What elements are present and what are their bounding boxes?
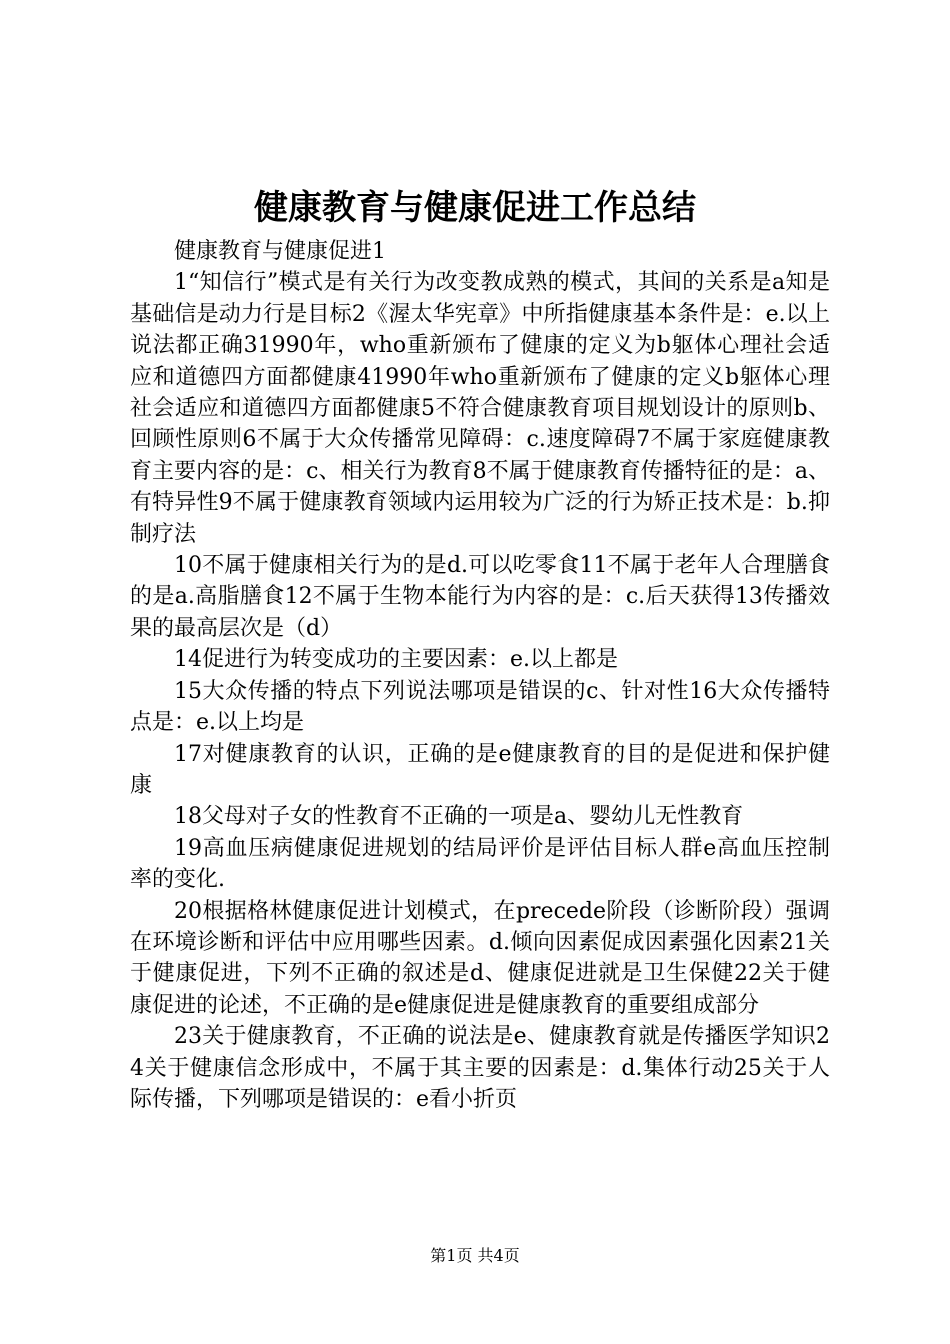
document-title: 健康教育与健康促进工作总结 bbox=[254, 188, 696, 228]
document-body bbox=[130, 236, 830, 1115]
paragraph-1: 健康教育与健康促进1 bbox=[174, 239, 386, 264]
paragraph-3: 10不属于健康相关行为的是d.可以吃零食11不属于老年人合理膳食的是a.高脂膳食12不属于生物本能行为内容的是：c.后天获得13传播效果的最高层次是（d） bbox=[130, 553, 830, 641]
paragraph-9: 20根据格林健康促进计划模式，在precede阶段（诊断阶段）强调在环境诊断和评估中应用哪些因素。d.倾向因素促成因素强化因素21关于健康促进，下列不正确的叙述是d、健康促进就是卫生保健22关于健康促进的论述，不正确的是e健康促进是健康教育的重要组成部分 bbox=[130, 898, 830, 1018]
paragraph-10: 23关于健康教育，不正确的说法是e、健康教育就是传播医学知识24关于健康信念形成中，不属于其主要的因素是：d.集体行动25关于人际传播，下列哪项是错误的：e看小折页 bbox=[130, 1024, 830, 1112]
paragraph-7: 18父母对子女的性教育不正确的一项是a、婴幼儿无性教育 bbox=[174, 804, 744, 830]
paragraph-6: 17对健康教育的认识，正确的是e健康教育的目的是促进和保护健康 bbox=[130, 741, 830, 798]
paragraph-8: 19高血压病健康促进规划的结局评价是评估目标人群e高血压控制率的变化. bbox=[130, 835, 830, 893]
paragraph-2: 1“知信行”模式是有关行为改变教成熟的模式，其间的关系是a知是基础信是动力行是目标2《渥太华宪章》中所指健康基本条件是：e.以上说法都正确31990年，who重新颁布了健康的定义为b躯体心理社会适应和道德四方面都健康41990年who重新颁布了健康的定义b躯体心理社会适应和道德四方面都健康5不符合健康教育项目规划设计的原则b、回顾性原则6不属于大众传播常见障碍：c.速度障碍7不属于家庭健康教育主要内容的是：c、相关行为教育8不属于健康教育传播特征的是：a、有特异性9不属于健康教育领域内运用较为广泛的行为矫正技术是：b.抑制疗法 bbox=[130, 270, 830, 547]
paragraph-4: 14促进行为转变成功的主要因素：e.以上都是 bbox=[174, 647, 619, 673]
paragraph-5: 15大众传播的特点下列说法哪项是错误的c、针对性16大众传播特点是：e.以上均是 bbox=[130, 678, 830, 736]
page-number-footer: 第1页 共4页 bbox=[430, 1246, 520, 1265]
